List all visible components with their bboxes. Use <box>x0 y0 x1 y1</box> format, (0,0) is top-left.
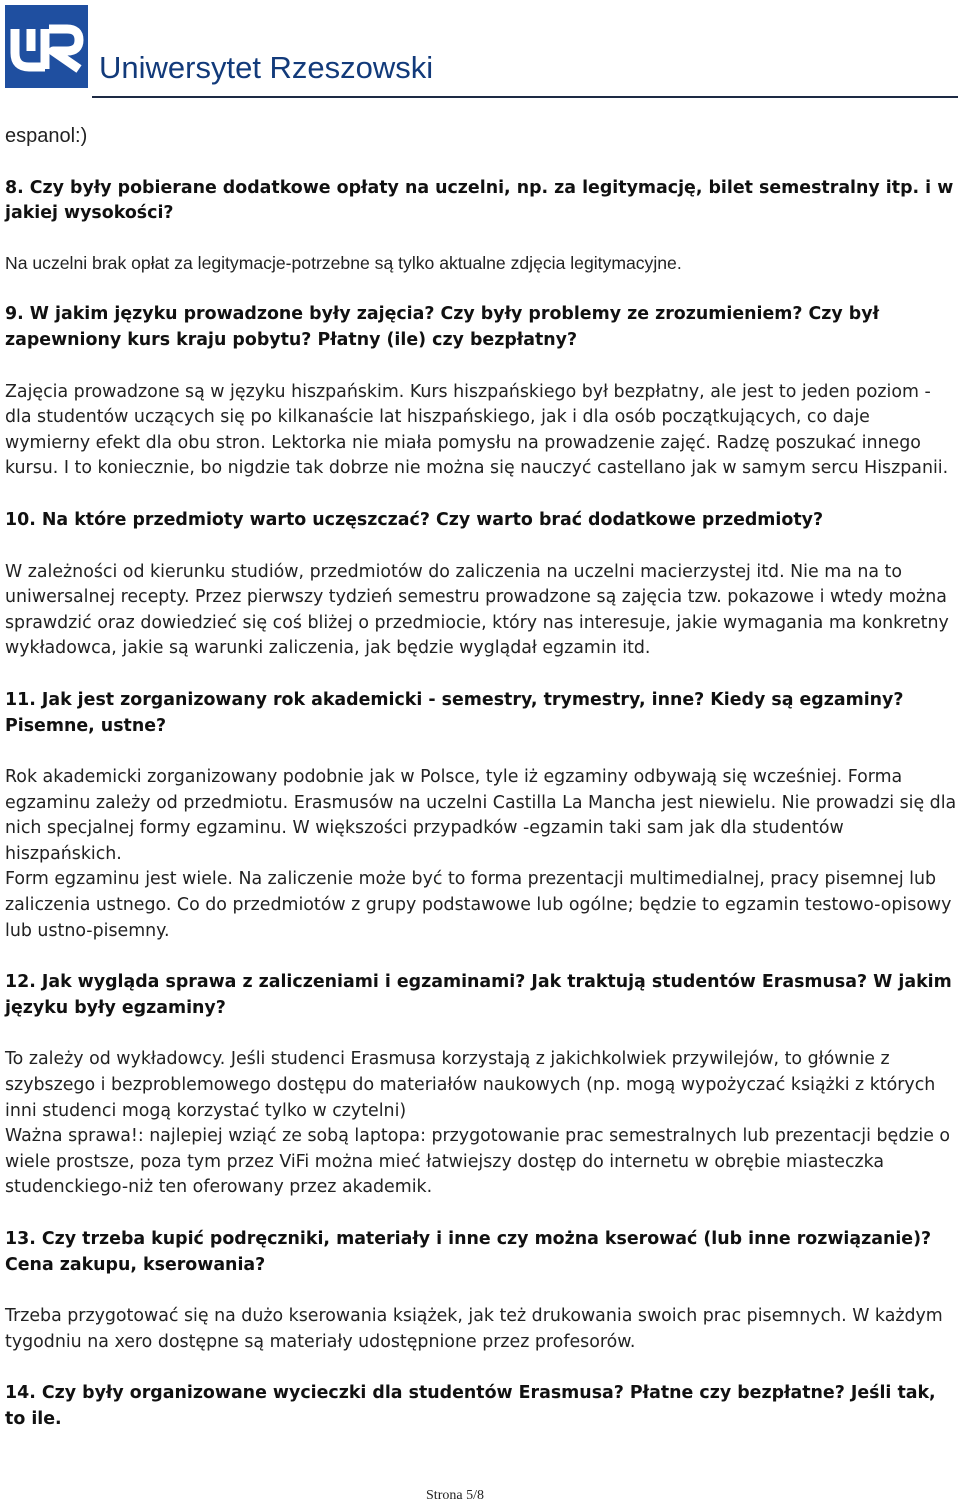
section-11 <box>5 688 957 944</box>
answer-paragraph: Trzeba przygotować się na dużo kserowania książek, jak też drukowania swoich prac pisemnych. W każdym tygodniu na xero dostępne są materiały udostępnione przez profesorów. <box>5 1306 943 1352</box>
question-heading: 9. W jakim języku prowadzone były zajęcia? Czy były problemy ze zrozumieniem? Czy był zapewniony kurs kraju pobytu? Płatny (ile) czy bezpłatny? <box>5 304 880 350</box>
answer-paragraph: Form egzaminu jest wiele. Na zaliczenie może być to forma prezentacji multimedialnej, pracy pisemnej lub zaliczenia ustnego. Co do przedmiotów z grupy podstawowe lub ogólne; będzie to egzamin testowo-opisowy lub ustno-pisemny. <box>5 869 952 941</box>
question-heading: 11. Jak jest zorganizowany rok akademicki - semestry, trymestry, inne? Kiedy są egzaminy? Pisemne, ustne? <box>5 689 904 736</box>
section-12 <box>5 970 957 1201</box>
question-heading: 14. Czy były organizowane wycieczki dla studentów Erasmusa? Płatne czy bezpłatne? Jeśli tak, to ile. <box>5 1383 936 1429</box>
answer-paragraph: Rok akademicki zorganizowany podobnie jak w Polsce, tyle iż egzaminy odbywają się wcześniej. Forma egzaminu zależy od przedmiotu. Erasmusów na uczelni Castilla La Mancha jest niewielu. Nie prowadzi się dla nich specjalnej formy egzaminu. W większości przypadków -egzamin taki sam jak dla studentów hiszpańskich. <box>5 767 957 864</box>
university-name: Uniwersytet Rzeszowski <box>99 50 434 85</box>
answer-paragraph: Ważna sprawa!: najlepiej wziąć ze sobą laptopa: przygotowanie prac semestralnych lub prezentacji będzie o wiele prostsze, poza tym przez ViFi można mieć łatwiejszy dostęp do internetu w obrębie miasteczka studenckiego-niż ten oferowany przez akademik. <box>5 1126 951 1198</box>
answer-paragraph: W zależności od kierunku studiów, przedmiotów do zaliczenia na uczelni macierzystej itd. Nie ma na to uniwersalnej recepty. Przez pierwszy tydzień semestru prowadzone są zajęcia tzw. pokazowe i wtedy można sprawdzić oraz dowiedzieć się coś bliżej o przedmiocie, który nas interesuje, jakie wymagania ma konkretny wykładowca, jakie są warunki zaliczenia, jak będzie wyglądał egzamin itd. <box>5 561 949 659</box>
page-number: Strona 5/8 <box>426 1488 484 1503</box>
section-9 <box>5 302 957 482</box>
question-heading: 13. Czy trzeba kupić podręczniki, materiały i inne czy można kserować (lub inne rozwiązanie)? Cena zakupu, kserowania? <box>5 1229 932 1275</box>
question-heading: 12. Jak wygląda sprawa z zaliczeniami i egzaminami? Jak traktują studentów Erasmusa? W jakim języku były egzaminy? <box>5 972 952 1018</box>
answer-paragraph: To zależy od wykładowcy. Jeśli studenci Erasmusa korzystają z jakichkolwiek przywilejów, to głównie z szybszego i bezproblemowego dostępu do materiałów naukowych (np. mogą wypożyczać książki z których inni studenci mogą korzystać tylko w czytelni) <box>5 1049 936 1121</box>
section-14 <box>5 1381 957 1432</box>
page-header <box>0 0 960 100</box>
question-heading: 10. Na które przedmioty warto uczęszczać? Czy warto brać dodatkowe przedmioty? <box>5 509 824 530</box>
question-heading: 8. Czy były pobierane dodatkowe opłaty na uczelni, np. za legitymację, bilet semestralny itp. i w jakiej wysokości? <box>5 177 954 224</box>
section-10 <box>5 508 957 662</box>
answer-paragraph: Na uczelni brak opłat za legitymacje-potrzebne są tylko aktualne zdjęcia legitymacyjne. <box>5 252 682 273</box>
document-body <box>5 124 957 1433</box>
header-divider <box>92 96 958 98</box>
university-logo <box>5 5 88 88</box>
section-8 <box>5 176 957 277</box>
intro-text: espanol:) <box>5 125 88 147</box>
answer-paragraph: Zajęcia prowadzone są w języku hiszpańskim. Kurs hiszpańskiego był bezpłatny, ale jest to jeden poziom - dla studentów uczących się po kilkanaście lat hiszpańskiego, jak i dla osób początkujących, co daje wymierny efekt dla obu stron. Lektorka nie miała pomysłu na prowadzenie zajęć. Radzę poszukać innego kursu. I to koniecznie, bo nigdzie tak dobrze nie można się nauczyć castellano jak w samym sercu Hiszpanii. <box>5 381 949 479</box>
section-13 <box>5 1227 957 1355</box>
